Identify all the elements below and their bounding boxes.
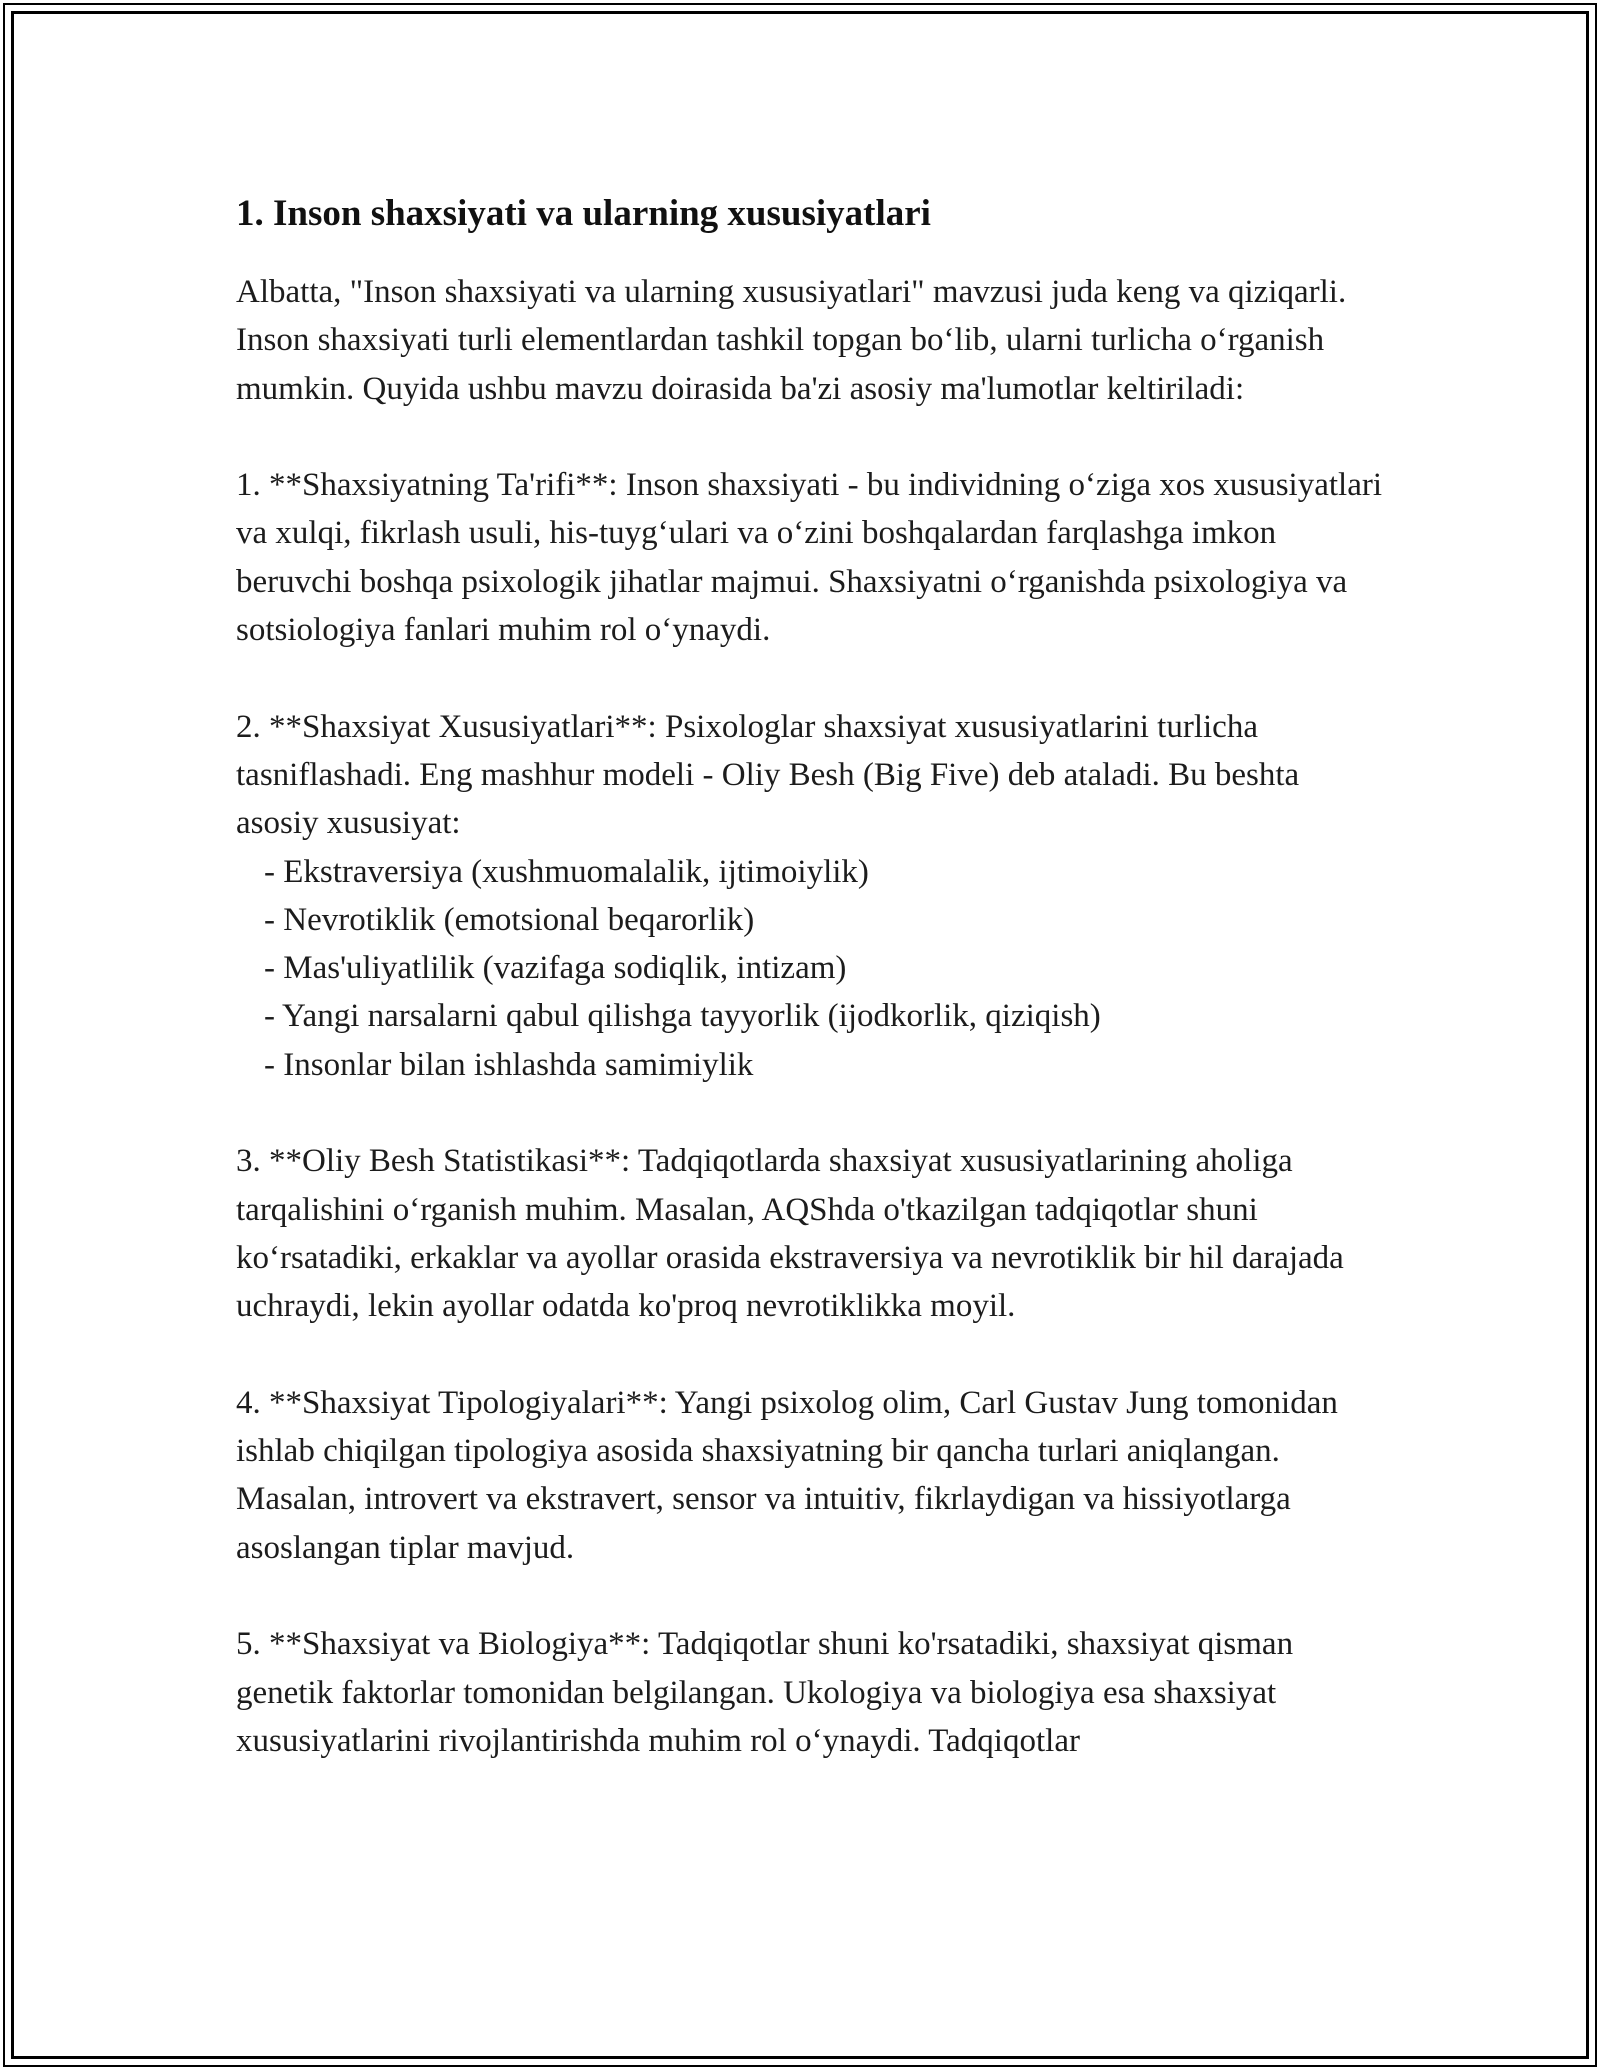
paragraph-gap <box>236 654 1386 702</box>
section-statistics: 3. **Oliy Besh Statistikasi**: Tadqiqotlarda shaxsiyat xususiyatlarining aholiga tarqalishini o‘rganish muhim. Masalan, AQShda o'tkazilgan tadqiqotlar shuni ko‘rsatadiki, erkaklar va ayollar orasida ekstraversiya va nevrotiklik bir hil darajada uchraydi, lekin ayollar odatda ko'proq nevrotiklikka moyil. <box>236 1143 1353 1325</box>
paragraph-gap <box>236 413 1386 461</box>
section-traits <box>236 703 1386 1089</box>
document-body <box>236 186 1391 1765</box>
paragraph-gap <box>236 1572 1386 1620</box>
list-item: - Nevrotiklik (emotsional beqarorlik) <box>264 901 755 938</box>
list-item: - Mas'uliyatlilik (vazifaga sodiqlik, intizam) <box>264 950 847 987</box>
list-item: - Ekstraversiya (xushmuomalalik, ijtimoiylik) <box>264 853 869 890</box>
section-typologies: 4. **Shaxsiyat Tipologiyalari**: Yangi psixolog olim, Carl Gustav Jung tomonidan ishlab chiqilgan tipologiya asosida shaxsiyatning bir qancha turlari aniqlangan. Masalan, introvert va ekstravert, sensor va intuitiv, fikrlaydigan va hissiyotlarga asoslangan tiplar mavjud. <box>236 1384 1347 1566</box>
intro-paragraph: Albatta, "Inson shaxsiyati va ularning xususiyatlari" mavzusi juda keng va qiziqarli. Inson shaxsiyati turli elementlardan tashkil topgan bo‘lib, ularni turlicha o‘rganish mumkin. Quyida ushbu mavzu doirasida ba'zi asosiy ma'lumotlar keltiriladi: <box>236 274 1355 407</box>
paragraph-gap <box>236 1089 1386 1137</box>
list-item: - Yangi narsalarni qabul qilishga tayyorlik (ijodkorlik, qiziqish) <box>264 998 1101 1035</box>
section-traits-text: 2. **Shaxsiyat Xususiyatlari**: Psixologlar shaxsiyat xususiyatlarini turlicha tasniflashadi. Eng mashhur modeli - Oliy Besh (Big Five) deb ataladi. Bu beshta asosiy xususiyat: <box>236 708 1308 842</box>
list-item: - Insonlar bilan ishlashda samimiylik <box>264 1046 754 1083</box>
section-biology: 5. **Shaxsiyat va Biologiya**: Tadqiqotlar shuni ko'rsatadiki, shaxsiyat qisman genetik faktorlar tomonidan belgilangan. Ukologiya va biologiya esa shaxsiyat xususiyatlarini rivojlantirishda muhim rol o‘ynaydi. Tadqiqotlar <box>236 1626 1302 1759</box>
traits-list <box>236 848 1386 1089</box>
paragraph-gap <box>236 1331 1386 1379</box>
section-definition: 1. **Shaxsiyatning Ta'rifi**: Inson shaxsiyati - bu individning o‘ziga xos xususiyatlari va xulqi, fikrlash usuli, his-tuyg‘ulari va o‘zini boshqalardan farqlashga imkon beruvchi boshqa psixologik jihatlar majmui. Shaxsiyatni o‘rganishda psixologiya va sotsiologiya fanlari muhim rol o‘ynaydi. <box>236 467 1391 649</box>
document-title: 1. Inson shaxsiyati va ularning xususiyatlari <box>236 193 931 234</box>
